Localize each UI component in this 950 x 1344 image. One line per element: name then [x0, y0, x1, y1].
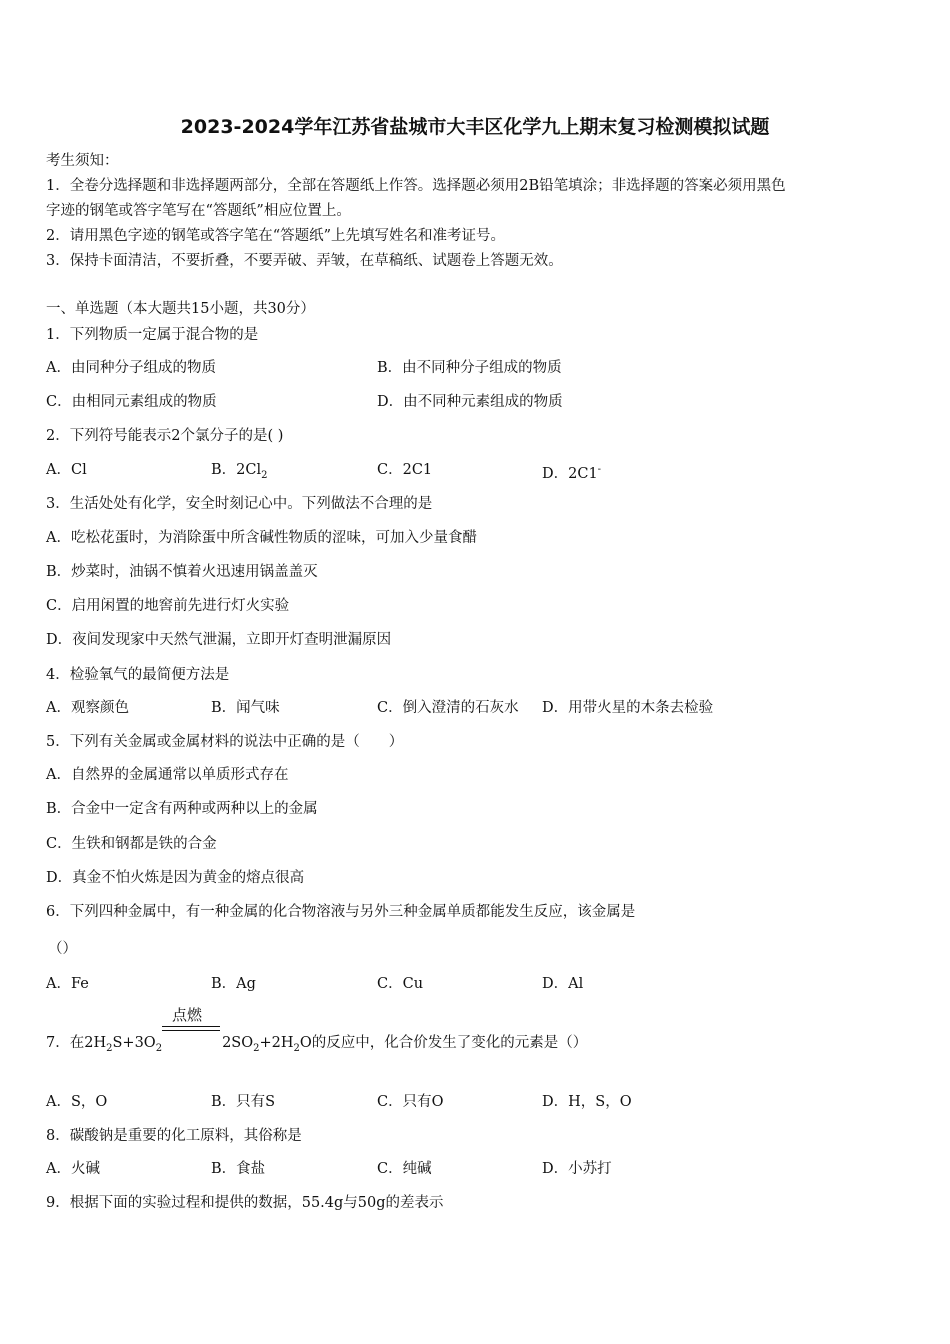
equation-bar: [162, 1030, 220, 1031]
option-b: B．闻气味: [211, 700, 280, 716]
option-a: A．自然界的金属通常以单质形式存在: [46, 767, 289, 783]
reaction-condition: 点燃: [172, 1006, 203, 1024]
notice-item: 1．全卷分选择题和非选择题两部分，全部在答题纸上作答。选择题必须用2B铅笔填涂；非选择题的答案必须用黑色: [46, 178, 786, 194]
stem-text: 7．在2H: [46, 1035, 107, 1051]
option-c: C．倒入澄清的石灰水: [377, 700, 519, 716]
option-d: D．真金不怕火炼是因为黄金的熔点很高: [46, 870, 305, 886]
subscript: 2: [253, 1042, 260, 1054]
subscript: 2: [293, 1042, 300, 1054]
equation-bar: [162, 1026, 220, 1027]
subscript: 2: [261, 469, 268, 481]
page-title: 2023-2024学年江苏省盐城市大丰区化学九上期末复习检测模拟试题: [180, 116, 770, 138]
option-d: D．小苏打: [542, 1161, 612, 1177]
answer-paren: （）: [48, 941, 77, 957]
option-b: [211, 460, 268, 486]
option-d: D．由不同种元素组成的物质: [377, 394, 563, 410]
question-stem: 8．碳酸钠是重要的化工原料，其俗称是: [46, 1128, 302, 1144]
option-b: B．食盐: [211, 1161, 266, 1177]
stem-text: S+3O: [112, 1035, 156, 1051]
subscript: 2: [155, 1042, 163, 1054]
question-stem: 3．生活处处有化学，安全时刻记心中。下列做法不合理的是: [46, 496, 433, 512]
question-stem: 9．根据下面的实验过程和提供的数据，55.4g与50g的差表示: [46, 1195, 444, 1211]
option-b: B．合金中一定含有两种或两种以上的金属: [46, 801, 318, 817]
option-c: C．启用闲置的地窖前先进行灯火实验: [46, 598, 290, 614]
stem-text: 2SO: [222, 1035, 254, 1051]
question-stem: 1．下列物质一定属于混合物的是: [46, 327, 259, 343]
subscript: 2: [106, 1042, 113, 1054]
question-stem: 5．下列有关金属或金属材料的说法中正确的是（ ）: [46, 734, 404, 750]
option-c: C．由相同元素组成的物质: [46, 394, 217, 410]
notice-item: 2．请用黑色字迹的钢笔或答字笔在“答题纸”上先填写姓名和准考证号。: [46, 228, 506, 244]
option-c: C．2C1: [377, 462, 433, 478]
option-d: D．Al: [542, 976, 584, 992]
stem-text: +2H: [259, 1035, 294, 1051]
section-heading: 一、单选题（本大题共15小题，共30分）: [46, 301, 315, 317]
option-a: A．由同种分子组成的物质: [46, 360, 216, 376]
option-a: A．Cl: [46, 462, 87, 478]
option-b: B．Ag: [211, 976, 256, 992]
option-c: C．Cu: [377, 976, 424, 992]
option-c: C．纯碱: [377, 1161, 432, 1177]
option-c: C．只有O: [377, 1094, 444, 1110]
option-d: D．H，S，O: [542, 1094, 632, 1110]
option-c: C．生铁和钢都是铁的合金: [46, 836, 217, 852]
option-a: A．火碱: [46, 1161, 100, 1177]
option-a: A．S，O: [46, 1094, 108, 1110]
option-d: D．夜间发现家中天然气泄漏，立即开灯查明泄漏原因: [46, 632, 392, 648]
notice-item: 字迹的钢笔或答字笔写在“答题纸”相应位置上。: [46, 203, 351, 219]
stem-text: O的反应中，化合价发生了变化的元素是（）: [299, 1035, 588, 1051]
option-a: A．Fe: [46, 976, 89, 992]
question-stem: 2．下列符号能表示2个氯分子的是( ): [46, 428, 284, 444]
notice-item: 3．保持卡面清洁，不要折叠，不要弄破、弄皱，在草稿纸、试题卷上答题无效。: [46, 253, 563, 269]
option-b: B．炒菜时，油锅不慎着火迅速用锅盖盖灭: [46, 564, 318, 580]
option-a: A．吃松花蛋时，为消除蛋中所含碱性物质的涩味，可加入少量食醋: [46, 530, 477, 546]
option-d-text: D．2C1: [542, 465, 598, 482]
option-a: A．观察颜色: [46, 700, 129, 716]
question-stem: 6．下列四种金属中，有一种金属的化合物溶液与另外三种金属单质都能发生反应，该金属是: [46, 904, 636, 920]
option-b: B．只有S: [211, 1094, 276, 1110]
option-d: D．用带火星的木条去检验: [542, 700, 714, 716]
question-stem: 4．检验氧气的最简便方法是: [46, 667, 230, 683]
superscript: -: [597, 464, 602, 475]
notice-heading: 考生须知：: [46, 153, 119, 169]
question-stem: [46, 1033, 587, 1059]
option-d: [542, 460, 601, 484]
option-b: B．由不同种分子组成的物质: [377, 360, 562, 376]
option-b-text: B．2Cl: [211, 462, 262, 478]
